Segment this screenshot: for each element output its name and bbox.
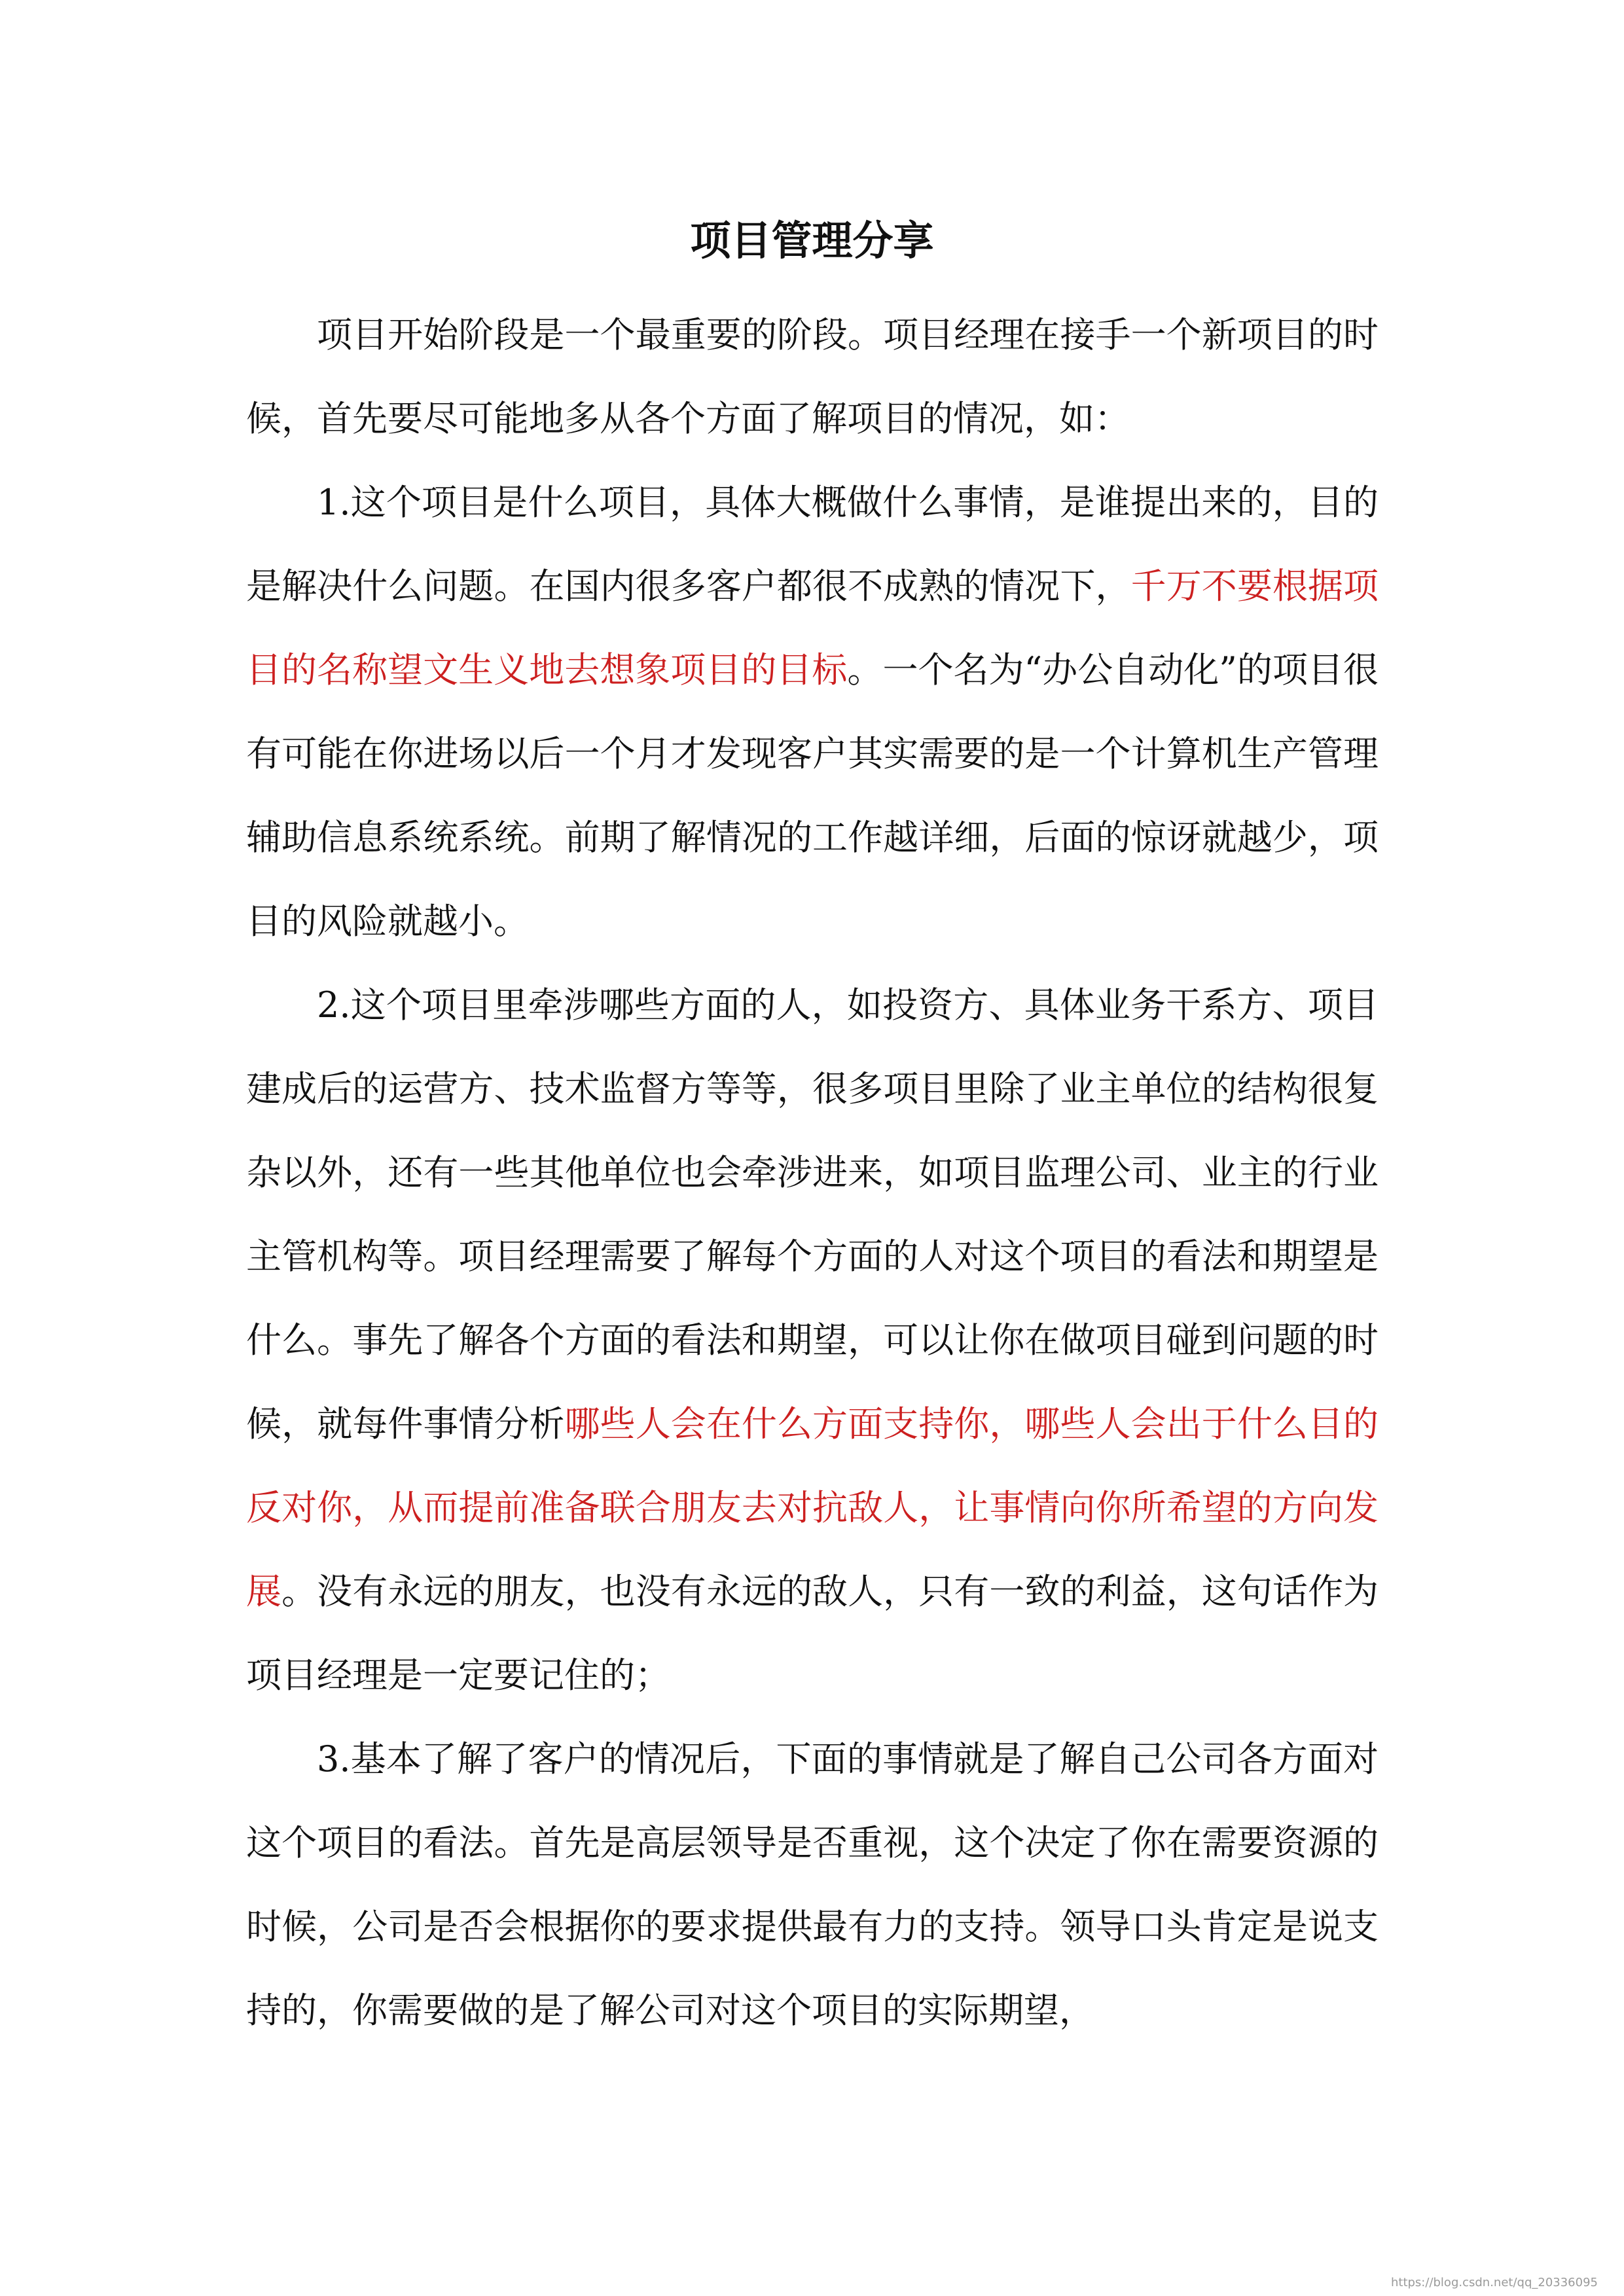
paragraph-item-2 — [246, 963, 1379, 1717]
text-span: 2.这个项目里牵涉哪些方面的人，如投资方、具体业务干系方、项目建成后的运营方、技术监督方等等，很多项目里除了业主单位的结构很复杂以外，还有一些其他单位也会牵涉进来，如项目监理公司、业主的行业主管机构等。项目经理需要了解每个方面的人对这个项目的看法和期望是什么。事先了解各个方面的看法和期望，可以让你在做项目碰到问题的时候，就每件事情分析 — [246, 984, 1379, 1444]
text-span: 1.这个项目是什么项目，具体大概做什么事情，是谁提出来的，目的是解决什么问题。在国内很多客户都很不成熟的情况下， — [246, 482, 1379, 607]
watermark-url: https://blog.csdn.net/qq_20336095 — [1390, 2276, 1598, 2289]
highlighted-text: 千万不要根据项目的名称望文生义地去想象项目的目标 — [246, 565, 1379, 691]
document-body — [246, 293, 1379, 2053]
text-span: 。没有永远的朋友，也没有永远的敌人，只有一致的利益，这句话作为项目经理是一定要记住的； — [246, 1571, 1379, 1696]
text-span: 。一个名为“办公自动化”的项目很有可能在你进场以后一个月才发现客户其实需要的是一个计算机生产管理辅助信息系统系统。前期了解情况的工作越详细，后面的惊讶就越少，项目的风险就越小。 — [246, 649, 1379, 942]
paragraph-intro — [246, 293, 1379, 461]
document-title: 项目管理分享 — [690, 217, 934, 264]
text-span: 项目开始阶段是一个最重要的阶段。项目经理在接手一个新项目的时候，首先要尽可能地多从各个方面了解项目的情况，如： — [246, 314, 1379, 439]
text-span: 3.基本了解了客户的情况后，下面的事情就是了解自己公司各方面对这个项目的看法。首先是高层领导是否重视，这个决定了你在需要资源的时候，公司是否会根据你的要求提供最有力的支持。领导口头肯定是说支持的，你需要做的是了解公司对这个项目的实际期望， — [246, 1738, 1379, 2031]
paragraph-item-1 — [246, 461, 1379, 963]
highlighted-text: 哪些人会在什么方面支持你，哪些人会出于什么目的反对你，从而提前准备联合朋友去对抗敌人，让事情向你所希望的方向发展 — [246, 1403, 1379, 1612]
paragraph-item-3 — [246, 1717, 1379, 2053]
